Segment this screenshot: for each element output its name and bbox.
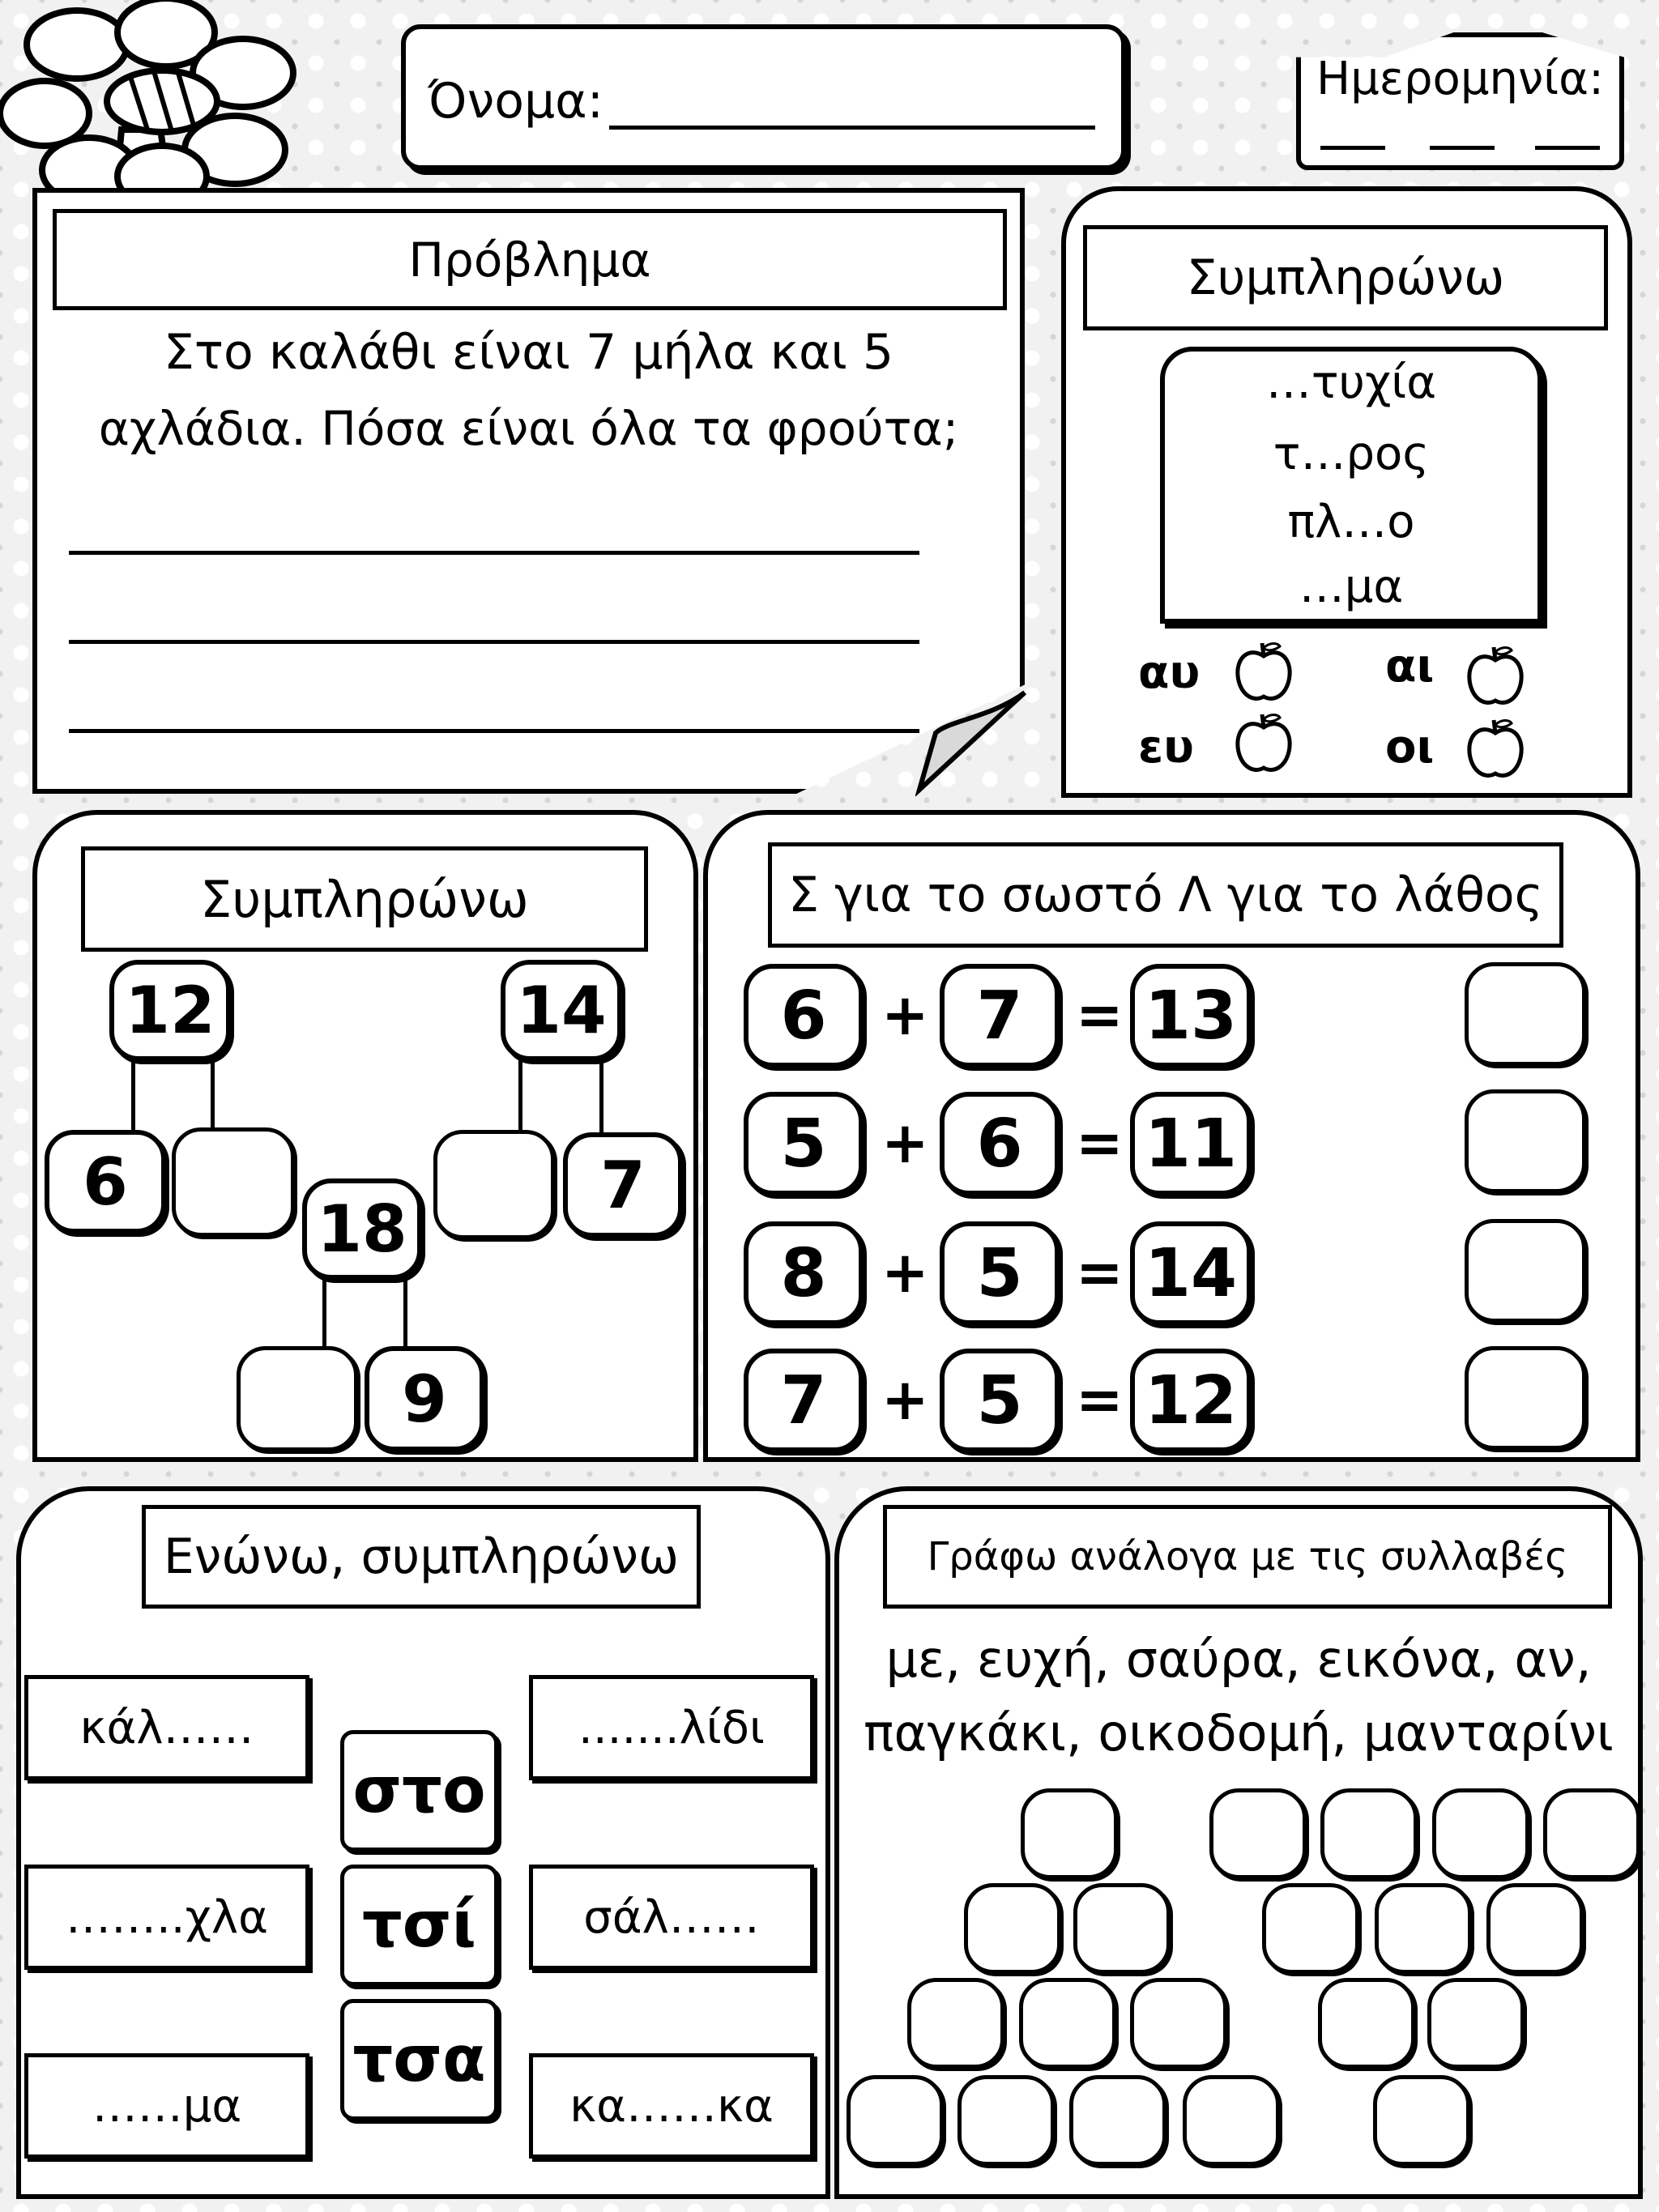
bond-answer-box[interactable] <box>433 1130 555 1239</box>
syllable-box[interactable] <box>1262 1883 1359 1974</box>
right-word-2[interactable]: σάλ…… <box>529 1865 814 1970</box>
syllable-box[interactable] <box>1318 1978 1415 2069</box>
equals-sign: = <box>1076 1239 1124 1306</box>
equals-sign: = <box>1076 982 1124 1048</box>
syllables-words-line2: παγκάκι, οικοδομή, μανταρίνι <box>864 1703 1614 1762</box>
syllable-box[interactable] <box>1375 1883 1472 1974</box>
answer-box[interactable] <box>1465 1089 1586 1193</box>
answer-line-2[interactable] <box>69 640 919 644</box>
name-label: Όνομα: <box>428 73 603 130</box>
bond-answer-box[interactable] <box>237 1346 358 1451</box>
page-curl <box>915 684 1033 798</box>
syllable-sto[interactable]: στο <box>340 1730 498 1852</box>
bond-total: 18 <box>302 1178 422 1280</box>
date-month-line[interactable] <box>1430 146 1495 150</box>
bond-part: 6 <box>45 1130 166 1234</box>
result: 12 <box>1130 1349 1252 1452</box>
plus-sign: + <box>881 1366 929 1433</box>
answer-box[interactable] <box>1465 1346 1586 1450</box>
answer-line-1[interactable] <box>69 551 919 555</box>
true-false-title: Σ για το σωστό Λ για το λάθος <box>768 842 1563 948</box>
bond-answer-box[interactable] <box>172 1127 295 1237</box>
syllable-box[interactable] <box>1209 1788 1307 1879</box>
bond-total: 12 <box>109 960 231 1061</box>
syllable-box[interactable] <box>1073 1883 1171 1974</box>
addend-b: 5 <box>940 1221 1060 1325</box>
fill-words-title: Συμπληρώνω <box>1083 225 1608 330</box>
syllable-box[interactable] <box>1130 1978 1227 2069</box>
option-au: αυ <box>1138 646 1201 699</box>
addend-a: 7 <box>744 1349 864 1452</box>
bond-part: 7 <box>563 1132 683 1238</box>
apple-icon[interactable] <box>1233 711 1294 776</box>
apple-icon[interactable] <box>1465 644 1526 709</box>
bond-connector <box>518 1057 603 1138</box>
right-word-1[interactable]: .......λίδι <box>529 1675 814 1780</box>
number-bonds-title: Συμπληρώνω <box>81 846 648 952</box>
answer-box[interactable] <box>1465 962 1586 1066</box>
date-label: Ημερομηνία: <box>1316 53 1604 105</box>
date-day-line[interactable] <box>1320 146 1385 150</box>
syllable-box[interactable] <box>1543 1788 1640 1879</box>
word-3: πλ…ο <box>1287 496 1415 548</box>
apple-icon[interactable] <box>1465 717 1526 782</box>
problem-text-line2: αχλάδια. Πόσα είναι όλα τα φρούτα; <box>98 401 959 456</box>
syllable-tsi[interactable]: τσί <box>340 1865 498 1986</box>
syllable-box[interactable] <box>957 2075 1055 2166</box>
left-word-3[interactable]: ……μα <box>24 2053 309 2159</box>
problem-text-line1: Στο καλάθι είναι 7 μήλα και 5 <box>163 324 894 381</box>
syllables-words-line1: με, ευχή, σαύρα, εικόνα, αν, <box>885 1630 1592 1689</box>
option-oi: οι <box>1385 721 1435 774</box>
problem-title: Πρόβλημα <box>53 209 1007 310</box>
result: 11 <box>1130 1092 1252 1196</box>
apple-icon[interactable] <box>1233 640 1294 705</box>
syllable-box[interactable] <box>1432 1788 1529 1879</box>
plus-sign: + <box>881 982 929 1048</box>
answer-box[interactable] <box>1465 1219 1586 1323</box>
word-1: …τυχία <box>1265 356 1437 409</box>
syllable-box[interactable] <box>1427 1978 1525 2069</box>
equals-sign: = <box>1076 1366 1124 1433</box>
option-ai: αι <box>1385 640 1435 693</box>
word-2: τ…ρος <box>1273 428 1430 480</box>
syllable-box[interactable] <box>1019 1978 1116 2069</box>
bond-total: 14 <box>501 960 622 1061</box>
word-4: …μα <box>1299 560 1404 613</box>
addend-b: 6 <box>940 1092 1060 1196</box>
equals-sign: = <box>1076 1110 1124 1176</box>
addend-b: 5 <box>940 1349 1060 1452</box>
addend-a: 8 <box>744 1221 864 1325</box>
syllable-tsa[interactable]: τσα <box>340 1999 498 2120</box>
addend-a: 6 <box>744 964 864 1068</box>
syllable-box[interactable] <box>964 1883 1061 1974</box>
syllable-box[interactable] <box>1320 1788 1418 1879</box>
syllable-box[interactable] <box>847 2075 944 2166</box>
syllable-box[interactable] <box>1021 1788 1118 1879</box>
result: 14 <box>1130 1221 1252 1325</box>
right-word-3[interactable]: κα……κα <box>529 2053 814 2159</box>
syllables-title: Γράφω ανάλογα με τις συλλαβές <box>883 1505 1612 1609</box>
result: 13 <box>1130 964 1252 1068</box>
left-word-2[interactable]: ……..χλα <box>24 1865 309 1970</box>
addend-a: 5 <box>744 1092 864 1196</box>
bond-part: 9 <box>365 1346 484 1451</box>
left-word-1[interactable]: κάλ…… <box>24 1675 309 1780</box>
addend-b: 7 <box>940 964 1060 1068</box>
syllable-box[interactable] <box>1183 2075 1280 2166</box>
date-year-line[interactable] <box>1535 146 1600 150</box>
connect-title: Ενώνω, συμπληρώνω <box>142 1505 701 1609</box>
answer-line-3[interactable] <box>69 729 919 733</box>
syllable-box[interactable] <box>1069 2075 1166 2166</box>
syllable-box[interactable] <box>907 1978 1004 2069</box>
syllable-box[interactable] <box>1486 1883 1584 1974</box>
syllable-box[interactable] <box>1373 2075 1470 2166</box>
name-input-line[interactable] <box>609 126 1095 130</box>
plus-sign: + <box>881 1239 929 1306</box>
bond-connector <box>131 1057 215 1138</box>
bond-connector <box>322 1272 407 1353</box>
plus-sign: + <box>881 1110 929 1176</box>
option-eu: ευ <box>1138 721 1194 774</box>
